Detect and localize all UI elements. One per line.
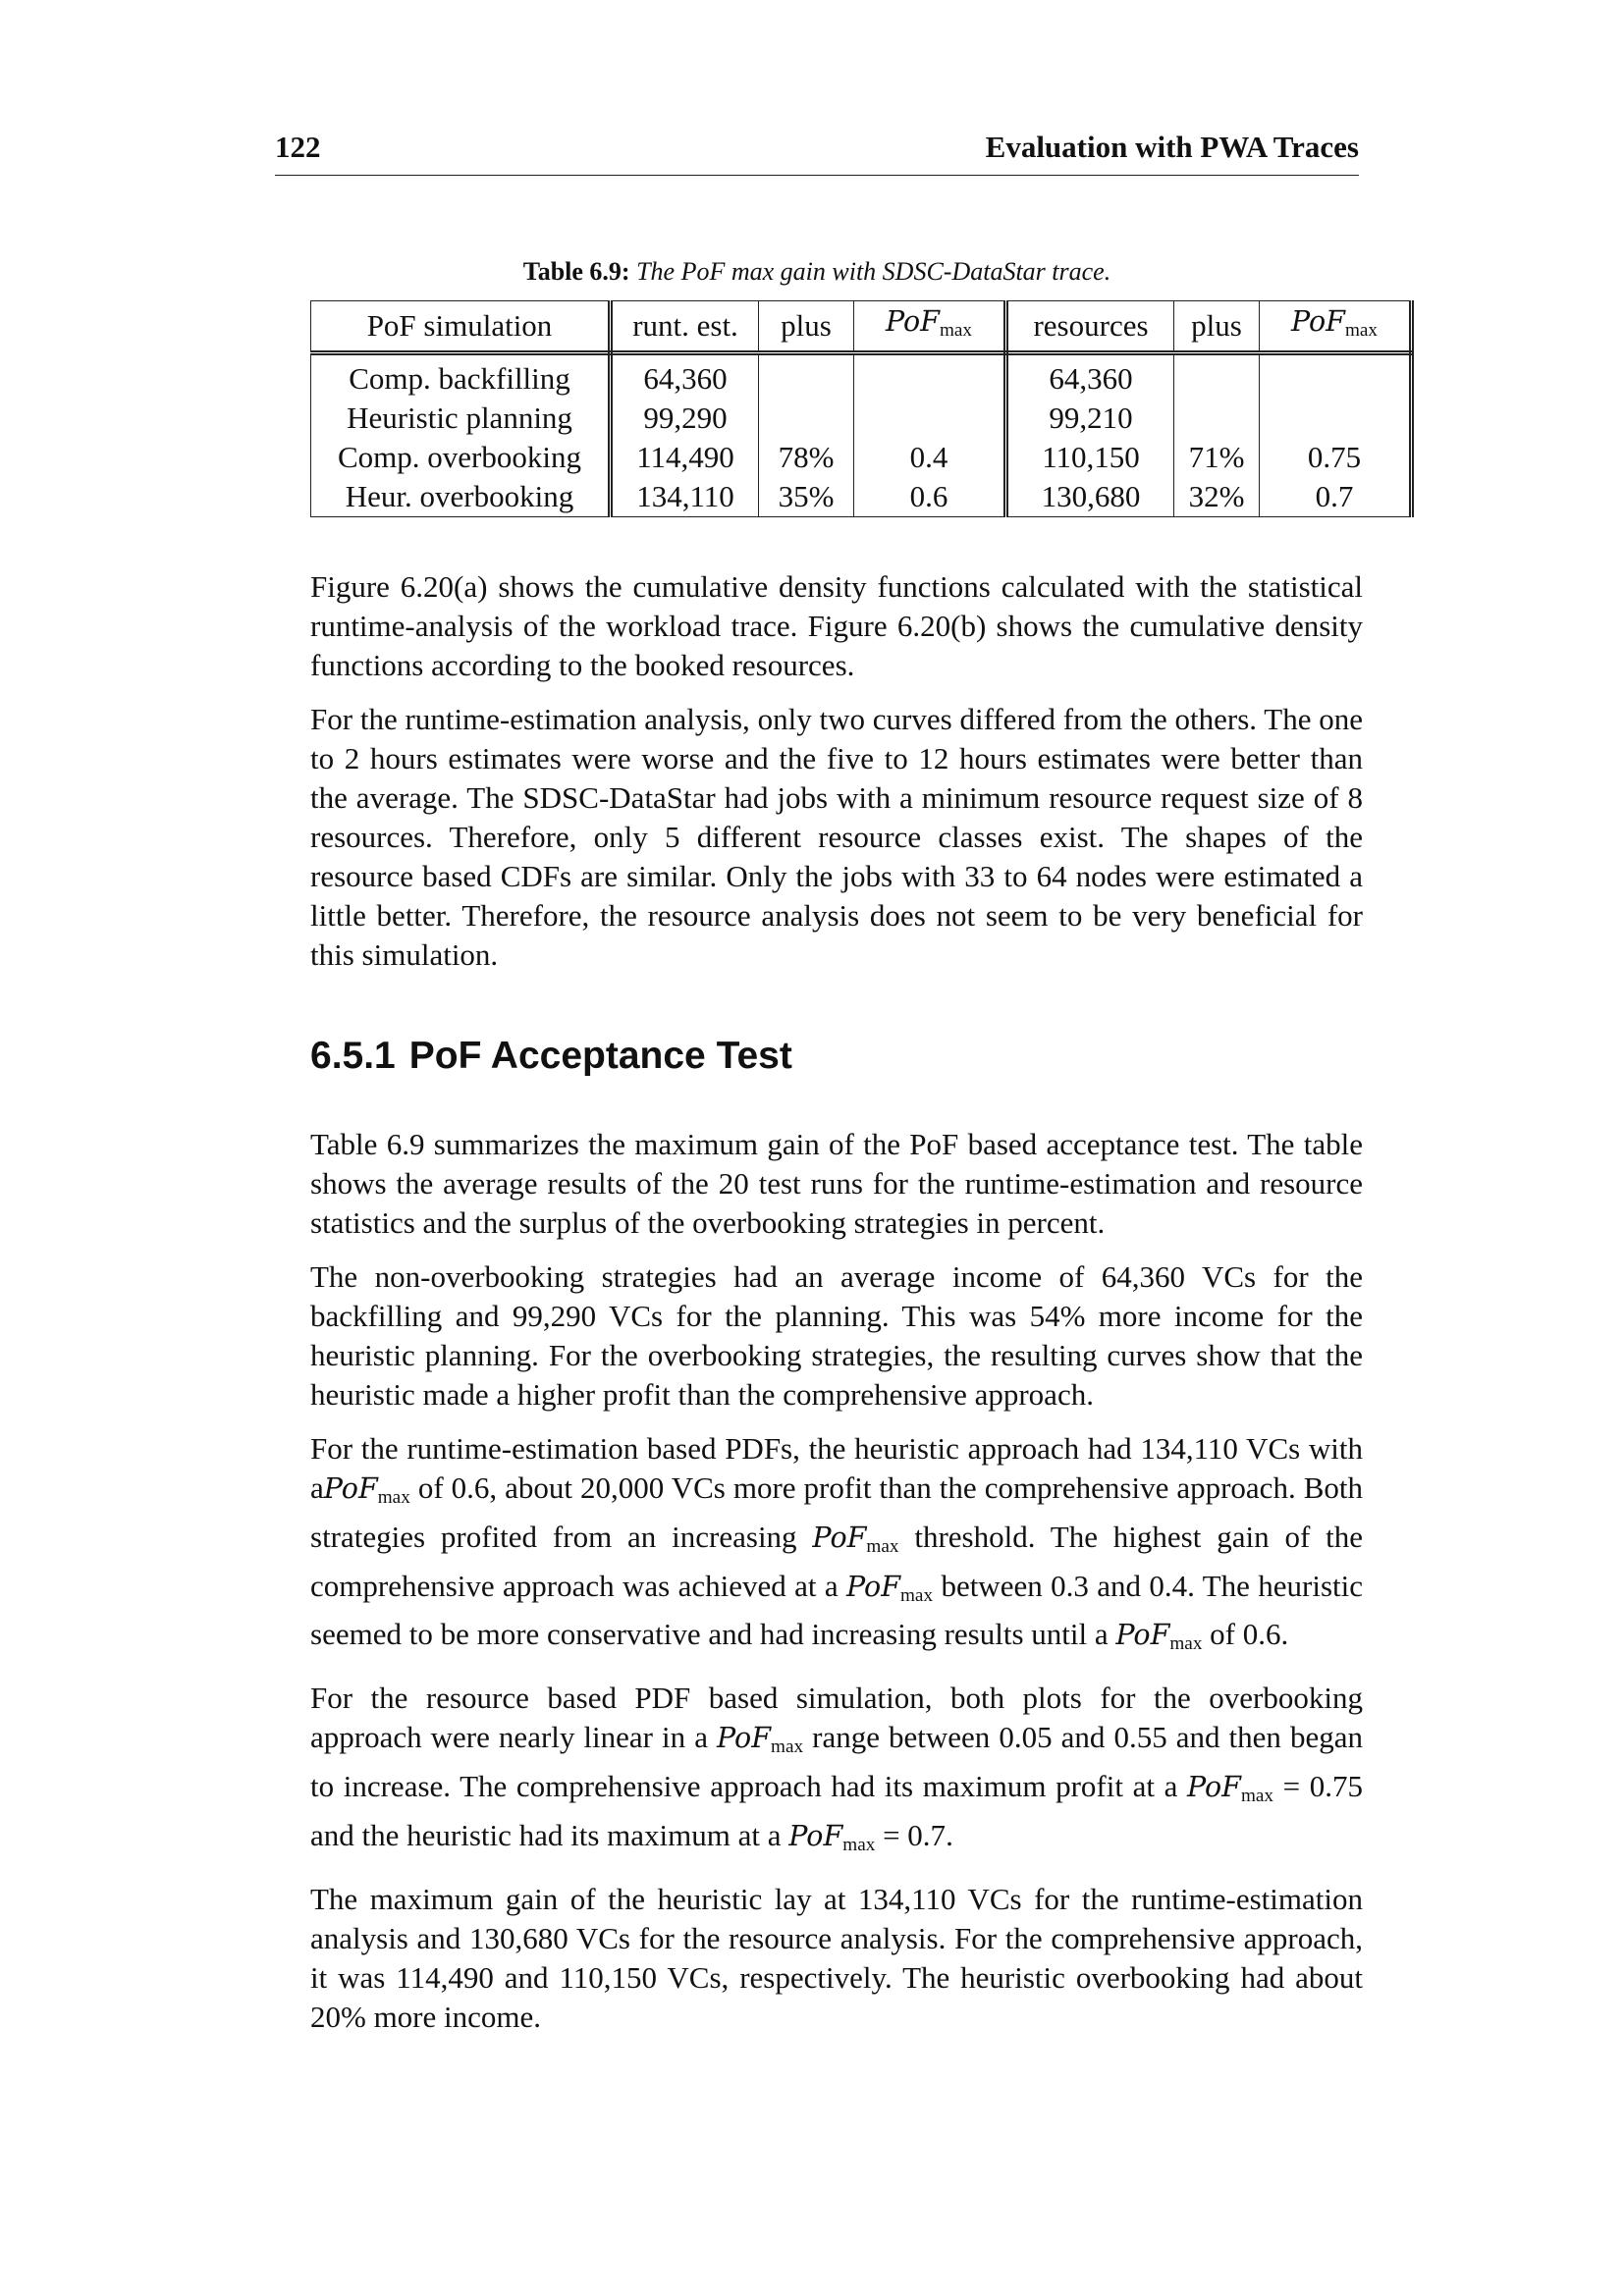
table-cell: 0.6 xyxy=(854,477,1006,517)
table-cell xyxy=(854,399,1006,438)
table-cell: 0.4 xyxy=(854,438,1006,477)
text-run: For the resource based PDF based simulation, both plots for the overbooking approach were nearly linear in a xyxy=(310,1681,1363,1755)
page-number: 122 xyxy=(275,130,321,164)
pof-subscript: max xyxy=(1344,319,1379,341)
text-run: of 0.6, about 20,000 VCs more profit than the comprehensive approach. Both strategies profited from an increasing xyxy=(310,1470,1363,1554)
pof-subscript: max xyxy=(939,319,973,341)
paragraph: Figure 6.20(a) shows the cumulative density functions calculated with the statistical runtime-analysis of the workload trace. Figure 6.20(b) shows the cumulative density functions according to the booked resources. xyxy=(310,569,1363,682)
header-pofmax-runtime xyxy=(854,301,1006,353)
table-cell: 114,490 xyxy=(611,438,759,477)
pof-subscript: max xyxy=(771,1735,804,1757)
text-run: For the runtime-estimation based PDFs, the heuristic approach had 134,110 VCs with a xyxy=(310,1431,1363,1505)
pof-math: PoF xyxy=(788,1819,843,1852)
section-title: PoF Acceptance Test xyxy=(408,1035,792,1077)
paragraph: Table 6.9 summarizes the maximum gain of the PoF based acceptance test. The table shows the average results of the 20 test runs for the runtime-estimation and resource statistics and the surplus of the overbooking strategies in percent. xyxy=(310,1127,1363,1240)
pof-subscript: max xyxy=(377,1486,410,1508)
table-cell xyxy=(1174,399,1260,438)
paragraph xyxy=(310,1429,1363,1664)
table-cell xyxy=(759,399,854,438)
table-cell xyxy=(1260,399,1412,438)
section-number: 6.5.1 xyxy=(310,1035,396,1077)
table-cell: 32% xyxy=(1174,477,1260,517)
text-run: between 0.3 and 0.4. The heuristic seemed to be more conservative and had increasing results until a xyxy=(310,1568,1363,1652)
table-cell: 64,360 xyxy=(1049,360,1133,396)
pof-subscript: max xyxy=(1240,1785,1273,1806)
running-header xyxy=(275,130,1359,176)
pof-subscript: max xyxy=(900,1584,934,1606)
paragraph: The non-overbooking strategies had an average income of 64,360 VCs for the backfilling and 99,290 VCs for the planning. This was 54% more income for the heuristic planning. For the overbooking strategies, the resulting curves show that the heuristic made a higher profit than the comprehensive approach. xyxy=(310,1259,1363,1412)
results-table xyxy=(310,300,1414,517)
pof-math: PoF xyxy=(885,305,940,338)
pof-math: PoF xyxy=(323,1472,378,1505)
table-cell xyxy=(759,352,854,399)
table-cell: Comp. overbooking xyxy=(311,438,611,477)
table-caption-text: The PoF max gain with SDSC-DataStar trace. xyxy=(636,257,1111,286)
header-pofmax-resources xyxy=(1260,301,1412,353)
table-cell: 130,680 xyxy=(1006,477,1174,517)
table-caption xyxy=(275,257,1359,287)
table-cell: 71% xyxy=(1174,438,1260,477)
table-row xyxy=(311,438,1412,477)
section-heading xyxy=(310,1035,792,1078)
text-run: threshold. The highest gain of the comprehensive approach was achieved at a xyxy=(310,1519,1364,1603)
header-plus-resources: plus xyxy=(1174,301,1260,353)
text-run: . xyxy=(946,1817,953,1852)
table-cell: Heur. overbooking xyxy=(311,477,611,517)
table-caption-label: Table 6.9: xyxy=(522,257,630,286)
text-run: and the heuristic had its maximum at a xyxy=(310,1817,789,1852)
table-cell xyxy=(854,352,1006,399)
text-run: of 0.6. xyxy=(1202,1617,1289,1652)
header-pof-simulation: PoF simulation xyxy=(311,301,611,353)
paragraph: For the runtime-estimation analysis, only two curves differed from the others. The one to 2 hours estimates were worse and the five to 12 hours estimates were better than the average. The SDSC-DataStar had jobs with a minimum resource request size of 8 resources. Therefore, only 5 different resource classes exist. The shapes of the resource based CDFs are similar. Only the jobs with 33 to 64 nodes were estimated a little better. Therefore, the resource analysis does not seem to be very beneficial for this simulation. xyxy=(310,702,1363,972)
pof-math: PoF xyxy=(717,1722,772,1755)
table-cell: 0.75 xyxy=(1260,438,1412,477)
table-cell: 110,150 xyxy=(1042,439,1140,474)
table-cell: 64,360 xyxy=(611,352,759,399)
table-row xyxy=(311,352,1412,399)
table-cell: Comp. backfilling xyxy=(311,352,611,399)
paragraph xyxy=(310,1679,1363,1864)
table-cell xyxy=(1174,352,1260,399)
pof-subscript: max xyxy=(866,1535,899,1557)
table-cell: 78% xyxy=(759,438,854,477)
table-cell: 35% xyxy=(759,477,854,517)
table-header-row xyxy=(311,301,1412,353)
header-runt-est: runt. est. xyxy=(611,301,759,353)
pof-math: PoF xyxy=(812,1521,867,1554)
math-run: = 0.75 xyxy=(1273,1768,1363,1803)
pof-subscript: max xyxy=(1169,1633,1203,1655)
table-cell: 0.7 xyxy=(1260,477,1412,517)
table-row xyxy=(311,477,1412,517)
table-cell: 99,290 xyxy=(611,399,759,438)
math-run: = 0.7 xyxy=(875,1817,947,1852)
pof-math: PoF xyxy=(1186,1770,1241,1803)
header-plus-runtime: plus xyxy=(759,301,854,353)
text-run: range between 0.05 and 0.55 and then began to increase. The comprehensive approach had its maximum profit at a xyxy=(310,1720,1363,1803)
paragraph: The maximum gain of the heuristic lay at 134,110 VCs for the runtime-estimation analysis and 130,680 VCs for the resource analysis. For the comprehensive approach, it was 114,490 and 110,150 VCs, respectively. The heuristic overbooking had about 20% more income. xyxy=(310,1881,1363,2034)
header-resources: resources xyxy=(1006,301,1174,353)
table-cell xyxy=(1260,352,1412,399)
table-cell: 99,210 xyxy=(1049,400,1133,435)
table-cell: 134,110 xyxy=(611,477,759,517)
body-text-after xyxy=(310,1125,1363,2052)
table-cell: Heuristic planning xyxy=(311,399,611,438)
pof-math: PoF xyxy=(1290,305,1345,338)
pof-math: PoF xyxy=(1115,1619,1170,1652)
table-row xyxy=(311,399,1412,438)
body-text-before xyxy=(310,567,1363,989)
pof-math: PoF xyxy=(846,1570,900,1603)
running-title: Evaluation with PWA Traces xyxy=(985,130,1359,164)
pof-subscript: max xyxy=(842,1834,876,1855)
